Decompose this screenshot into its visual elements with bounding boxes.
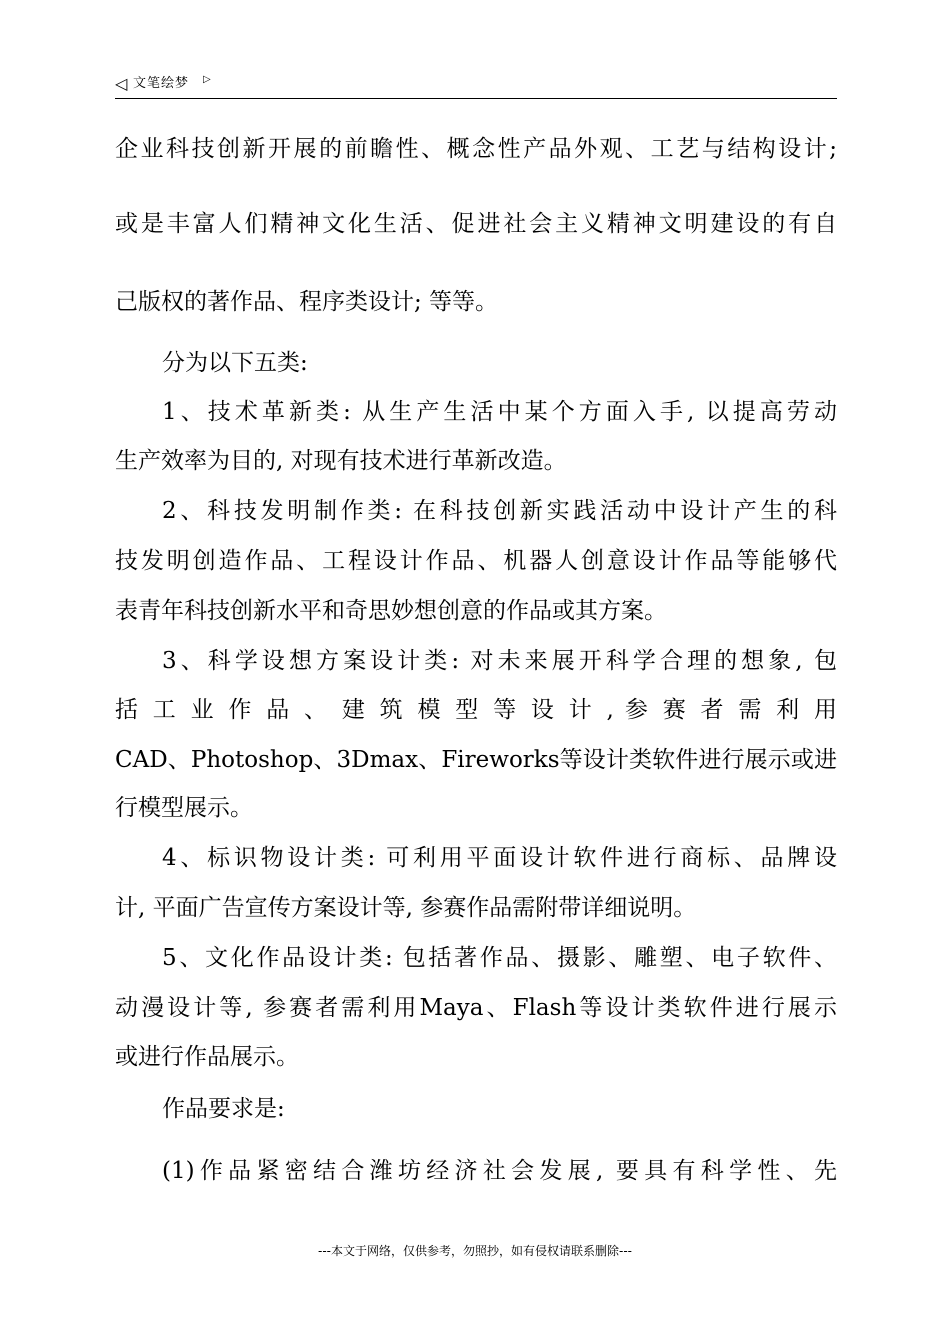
body-line: 动漫设计等, 参赛者需利用Maya、Flash等设计类软件进行展示 — [115, 995, 837, 1021]
body-line: 5、文化作品设计类: 包括著作品、摄影、雕塑、电子软件、 — [162, 945, 837, 971]
body-line: CAD、Photoshop、3Dmax、Fireworks等设计类软件进行展示或进 — [115, 747, 837, 773]
triangle-left-icon: ◁ — [115, 74, 128, 93]
body-line: 或是丰富人们精神文化生活、促进社会主义精神文明建设的有自 — [115, 211, 837, 237]
body-line: 己版权的著作品、程序类设计; 等等。 — [115, 289, 499, 315]
body-line: 企业科技创新开展的前瞻性、概念性产品外观、工艺与结构设计; — [115, 136, 837, 162]
page-header — [115, 72, 837, 99]
body-line: 表青年科技创新水平和奇思妙想创意的作品或其方案。 — [115, 598, 667, 624]
body-line: 分为以下五类: — [162, 350, 308, 376]
body-line: 行模型展示。 — [115, 795, 253, 821]
header-title: 文笔绘梦 — [133, 76, 190, 91]
body-line: 作品要求是: — [162, 1096, 285, 1122]
body-line: 生产效率为目的, 对现有技术进行革新改造。 — [115, 448, 567, 474]
body-line: 3、科学设想方案设计类: 对未来展开科学合理的想象, 包 — [162, 648, 837, 674]
body-line: 计, 平面广告宣传方案设计等, 参赛作品需附带详细说明。 — [115, 895, 697, 921]
body-line: (1)作品紧密结合潍坊经济社会发展, 要具有科学性、先 — [162, 1158, 837, 1184]
triangle-right-icon: ▷ — [203, 74, 211, 85]
body-line: 括 工 业 作 品 、 建 筑 模 型 等 设 计 , 参 赛 者 需 利 用 — [115, 697, 837, 723]
body-line: 4、标识物设计类: 可利用平面设计软件进行商标、品牌设 — [162, 845, 837, 871]
body-line: 技发明创造作品、工程设计作品、机器人创意设计作品等能够代 — [115, 548, 837, 574]
body-line: 或进行作品展示。 — [115, 1044, 299, 1070]
page-footer-disclaimer: ---本文于网络，仅供参考，勿照抄，如有侵权请联系删除--- — [318, 1244, 632, 1258]
body-line: 2、科技发明制作类: 在科技创新实践活动中设计产生的科 — [162, 498, 837, 524]
body-line: 1、技术革新类: 从生产生活中某个方面入手, 以提高劳动 — [162, 399, 837, 425]
